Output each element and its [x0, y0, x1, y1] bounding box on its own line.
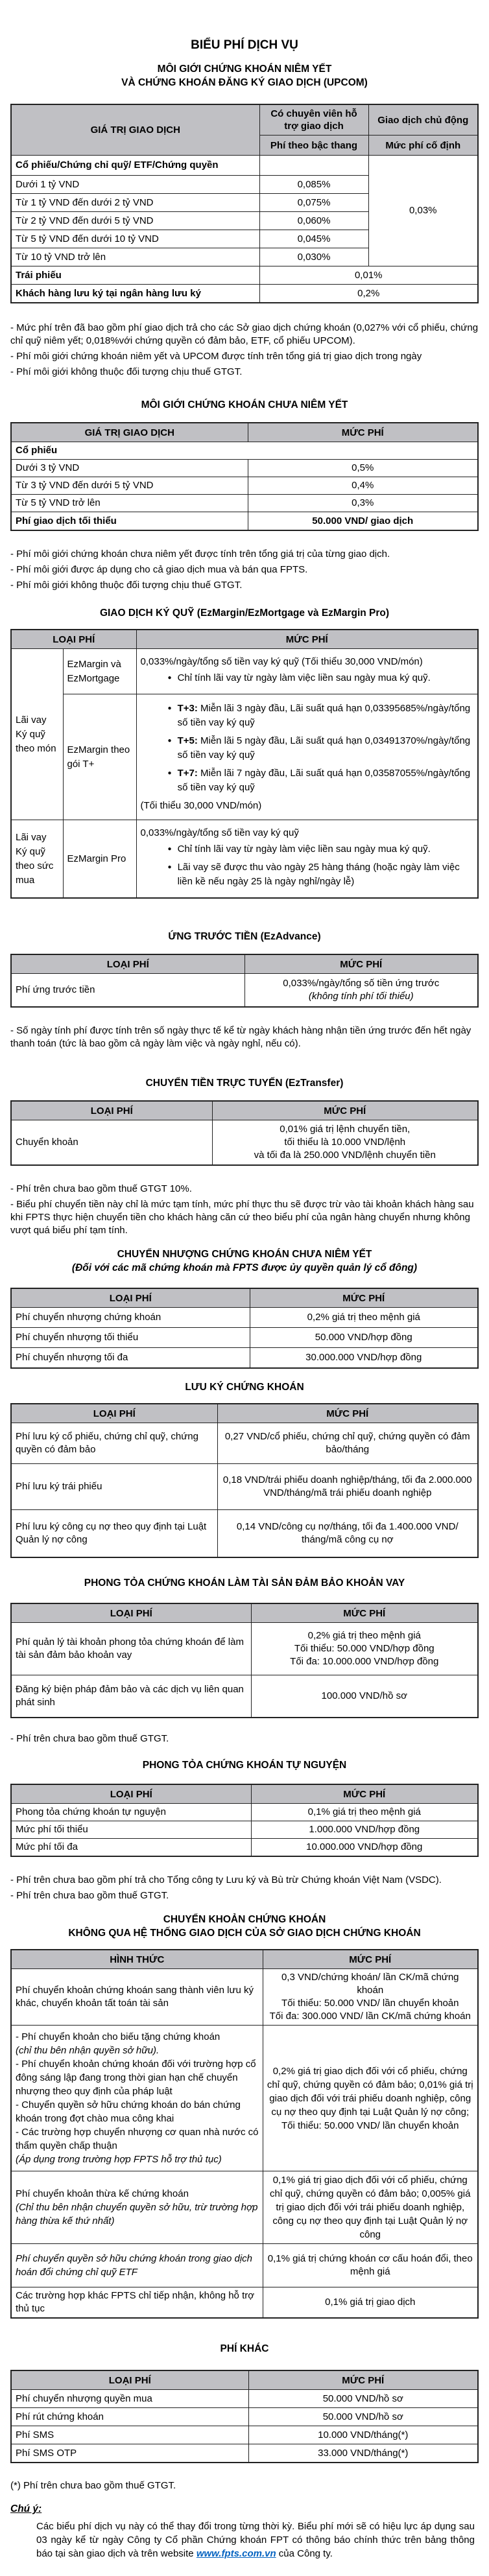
fee-type-label: Phí lưu ký công cụ nợ theo quy định tại Luật Quản lý nợ công [11, 1510, 217, 1558]
fee-value: 0,1% giá trị chứng khoán cơ cấu hoán đổi, theo mệnh giá [263, 2244, 478, 2287]
table-row [11, 1839, 478, 1857]
tier-fee: 0,075% [259, 194, 368, 212]
table-header-row [11, 2370, 478, 2390]
fee-value: 100.000 VND/hồ sơ [251, 1675, 478, 1718]
margin-group-label: Lãi vay Ký quỹ theo sức mua [11, 820, 63, 899]
fee-value: 0,1% giá trị giao dịch [263, 2287, 478, 2319]
fee-value: 33.000 VND/tháng(*) [248, 2444, 478, 2463]
empty-cell [259, 156, 368, 176]
fee-value: 50.000 VND/hợp đồng [250, 1328, 478, 1348]
unlisted-transfer-fee-table [10, 1288, 479, 1369]
fee-value: 0,18 VND/trái phiếu doanh nghiệp/tháng, tối đa 2.000.000 VND/tháng/mã trái phiếu doanh nghiệp [217, 1464, 478, 1510]
bullet-item [141, 702, 471, 730]
fee-value: 30.000.000 VND/hợp đồng [250, 1348, 478, 1369]
cash-advance-fee-table [10, 954, 479, 1008]
table-row [11, 1804, 478, 1821]
table-row [11, 2390, 478, 2408]
tier-fee: 0,060% [259, 212, 368, 230]
bullet-item [141, 842, 471, 857]
column-header-fee: MỨC PHÍ [217, 1404, 478, 1423]
table-row [11, 2287, 478, 2319]
product-label: EzMargin theo gói T+ [63, 694, 136, 820]
package-text: Miễn lãi 7 ngày đầu, Lãi suất quá hạn 0,03587055%/ngày/tổng số tiền vay ký quỹ [177, 768, 471, 793]
bullet-item [141, 671, 471, 685]
fee-note-line: (không tính phí tối thiểu) [308, 991, 414, 1002]
attention-text-after: của Công ty. [276, 2548, 333, 2559]
table-row [11, 820, 478, 899]
fee-case-line: - Phí chuyển khoản chứng khoán đối với trường hợp cổ đông sáng lập đang trong thời gian hạn chế chuyển nhượng theo quy định của pháp luật [16, 2059, 256, 2097]
fee-value: 0,1% giá trị theo mệnh giá [251, 1804, 478, 1821]
note-item: - Phí trên chưa bao gồm phí trả cho Tổng công ty Lưu ký và Bù trừ Chứng khoán Việt Nam (VSDC). [10, 1874, 442, 1885]
bullet-item [141, 860, 471, 889]
table-row [11, 694, 478, 820]
money-transfer-notes [10, 1183, 479, 1237]
tier-label: Từ 3 tỷ VND đến dưới 5 tỷ VND [11, 477, 248, 495]
bullet-item [141, 766, 471, 795]
off-exchange-transfer-fee-table [10, 1949, 479, 2319]
tier-fee: 0,4% [248, 477, 478, 495]
table-row [11, 2426, 478, 2444]
voluntary-blockade-fee-table [10, 1784, 479, 1857]
tier-fee: 0,3% [248, 495, 478, 512]
fee-line: Tối đa: 300.000 VND/ lần CK/mã chứng khoán [269, 2011, 471, 2022]
section-heading-off-exchange-transfer [10, 1913, 479, 1940]
note-item: - Số ngày tính phí được tính trên số ngày thực tế kể từ ngày khách hàng nhận tiền ứng trước đến hết ngày thanh toán (tức là bao gồm cả ngày làm việc và ngày nghỉ, nếu có). [10, 1025, 471, 1049]
category-label: Cổ phiếu/Chứng chỉ quỹ/ ETF/Chứng quyền [11, 156, 259, 176]
fee-case-line: - Các trường hợp chuyển nhượng cơ quan nhà nước có thẩm quyền chấp thuận [16, 2127, 259, 2151]
listed-brokerage-notes [10, 322, 479, 379]
column-header-fee: MỨC PHÍ [248, 423, 478, 442]
column-header-fee-type: LOẠI PHÍ [11, 2370, 248, 2390]
table-row [11, 1510, 478, 1558]
fee-type-label: Đăng ký biện pháp đảm bảo và các dịch vụ liên quan phát sinh [11, 1675, 251, 1718]
unlisted-brokerage-fee-table [10, 422, 479, 531]
table-row [11, 2026, 478, 2171]
column-header-fee: MỨC PHÍ [248, 2370, 478, 2390]
fee-line: 0,033%/ngày/tổng số tiền ứng trước [283, 978, 440, 989]
note-item: - Phí môi giới không thuộc đối tượng chịu thuế GTGT. [10, 366, 243, 377]
table-row [11, 1328, 478, 1348]
column-header-fee-type: LOẠI PHÍ [11, 1784, 251, 1804]
table-header-row [11, 1101, 478, 1120]
column-header-fee-type: LOẠI PHÍ [11, 1603, 251, 1623]
table-row [11, 1464, 478, 1510]
note-item: - Mức phí trên đã bao gồm phí giao dịch trả cho các Sở giao dịch chứng khoán (0,027% với cổ phiếu, chứng chỉ quỹ niêm yết; 0,018%với chứng quyền có đảm bảo, ETF, cổ phiếu UPCOM). [10, 322, 479, 346]
table-row [11, 974, 478, 1008]
bullet-icon: ● [167, 864, 172, 871]
tier-fee: 0,045% [259, 230, 368, 248]
column-header-fee: MỨC PHÍ [251, 1784, 478, 1804]
heading-line: VÀ CHỨNG KHOÁN ĐĂNG KÝ GIAO DỊCH (UPCOM) [121, 77, 368, 88]
note-item: (*) Phí trên chưa bao gồm thuế GTGT. [10, 2480, 176, 2491]
fee-line: và tối đa là 250.000 VND/lệnh chuyển tiền [254, 1150, 436, 1161]
note-item: - Phí trên chưa bao gồm thuế GTGT. [10, 1890, 169, 1901]
tier-label: Từ 10 tỷ VND trở lên [11, 248, 259, 266]
section-heading-depository: LƯU KÝ CHỨNG KHOÁN [185, 1382, 304, 1393]
fee-value: 1.000.000 VND/hợp đồng [251, 1821, 478, 1839]
fee-case-note: (chỉ thu bên nhận quyền sở hữu). [16, 2045, 160, 2056]
fee-type-label: Phí lưu ký cổ phiếu, chứng chỉ quỹ, chứng quyền có đảm bảo [11, 1423, 217, 1464]
fee-detail-cell [136, 649, 478, 694]
custody-bank-fee: 0,2% [259, 285, 478, 303]
section-heading-margin-trading: GIAO DỊCH KÝ QUỸ (EzMargin/EzMortgage và EzMargin Pro) [99, 608, 390, 619]
fee-detail-cell [136, 820, 478, 899]
fee-type-label: Phí chuyển nhượng chứng khoán [11, 1308, 250, 1328]
column-header-fixed-fee: Mức phí cố định [368, 136, 478, 156]
fee-value: 0,14 VND/công cụ nợ/tháng, tối đa 1.400.000 VND/ tháng/mã công cụ nợ [217, 1510, 478, 1558]
table-header-row [11, 1603, 478, 1623]
table-header-row [11, 104, 478, 136]
fee-value: 10.000 VND/tháng(*) [248, 2426, 478, 2444]
fee-line: Tối thiểu: 50.000 VND/hợp đồng [294, 1643, 435, 1654]
column-header-fee-type: LOẠI PHÍ [11, 1101, 212, 1120]
tier-fee: 0,5% [248, 460, 478, 477]
heading-line: CHUYỂN KHOẢN CHỨNG KHOÁN [163, 1914, 326, 1925]
money-transfer-fee-table [10, 1100, 479, 1166]
fee-line: Tối đa: 10.000.000 VND/hợp đồng [290, 1656, 439, 1667]
package-label: T+7: [177, 768, 198, 779]
fpts-website-link[interactable]: www.fpts.com.vn [196, 2548, 276, 2559]
note-item: - Phí môi giới chứng khoán chưa niêm yết được tính trên tổng giá trị của từng giao dịch. [10, 549, 390, 560]
column-header-fee: MỨC PHÍ [251, 1603, 478, 1623]
fee-type-cell [11, 2026, 263, 2171]
table-row [11, 1623, 478, 1675]
fee-value: 0,1% giá trị giao dịch đối với cổ phiếu, chứng chỉ quỹ, chứng quyền có đảm bảo; 0,005% giá trị giao dịch đối với trái phiếu doanh nghiệp, công cụ nợ theo quy định tại Luật Quản lý nợ công [263, 2171, 478, 2244]
section-heading-cash-advance: ỨNG TRƯỚC TIỀN (EzAdvance) [168, 931, 321, 942]
minimum-fee-line: (Tối thiểu 30,000 VND/món) [140, 800, 262, 811]
column-header-active: Giao dịch chủ động [368, 104, 478, 136]
bullet-text: Chỉ tính lãi vay từ ngày làm việc liền sau ngày mua ký quỹ. [177, 672, 431, 683]
fee-case-note: (Áp dụng trong trường hợp FPTS hỗ trợ thủ tục) [16, 2154, 222, 2165]
product-label: EzMargin và EzMortgage [63, 649, 136, 694]
fee-type-label: Phí chuyển quyền sở hữu chứng khoán trong giao dịch hoán đổi chứng chỉ quỹ ETF [11, 2244, 263, 2287]
fee-type-label: Phí SMS [11, 2426, 248, 2444]
bullet-icon: ● [167, 737, 172, 744]
package-text: Miễn lãi 3 ngày đầu, Lãi suất quá hạn 0,03395685%/ngày/tổng số tiền vay ký quỹ [177, 703, 471, 728]
fee-type-label: Phí SMS OTP [11, 2444, 248, 2463]
attention-label: Chú ý: [10, 2503, 42, 2514]
fee-value: 0,2% giá trị theo mệnh giá [250, 1308, 478, 1328]
table-row [11, 442, 478, 460]
custody-bank-label: Khách hàng lưu ký tại ngân hàng lưu ký [11, 285, 259, 303]
fee-type-label: Phí quản lý tài khoản phong tỏa chứng khoán để làm tài sản đảm bảo khoản vay [11, 1623, 251, 1675]
fee-value-cell [251, 1623, 478, 1675]
page-title: BIỂU PHÍ DỊCH VỤ [191, 38, 298, 52]
fee-value-cell [244, 974, 478, 1008]
fee-line: Tối thiểu: 50.000 VND/ lần chuyển khoản [281, 1998, 459, 2009]
note-item: - Biểu phí chuyển tiền này chỉ là mức tạm tính, mức phí thực thu sẽ được trừ vào tài khoản khách hàng sau khi FPTS thực hiện chuyển tiền cho khách hàng căn cứ theo biểu phí của ngân hàng chuyển nhưng không vượt quá biểu phí tạm tính. [10, 1199, 474, 1236]
tier-fee: 0,085% [259, 176, 368, 194]
table-row [11, 2444, 478, 2463]
column-header-fee: MỨC PHÍ [212, 1101, 478, 1120]
fee-line: tối thiểu là 10.000 VND/lệnh [284, 1137, 406, 1148]
fee-rate-line: 0,033%/ngày/tổng số tiền vay ký quỹ (Tối thiểu 30,000 VND/món) [140, 656, 423, 667]
bullet-icon: ● [167, 845, 172, 853]
column-header-fee: MỨC PHÍ [244, 954, 478, 974]
fee-line: 0,3 VND/chứng khoán/ lần CK/mã chứng khoán [281, 1972, 459, 1996]
fee-type-label: Các trường hợp khác FPTS chỉ tiếp nhận, không hỗ trợ thủ tục [11, 2287, 263, 2319]
fee-type-label: Phí chuyển nhượng tối đa [11, 1348, 250, 1369]
fee-case-line: - Chuyển quyền sở hữu chứng khoán do bán chứng khoán trong đợt chào mua công khai [16, 2099, 241, 2124]
bullet-icon: ● [167, 705, 172, 712]
tier-fee: 0,030% [259, 248, 368, 266]
column-header-fee-type: LOẠI PHÍ [11, 630, 136, 649]
fee-type-label: Phí rút chứng khoán [11, 2408, 248, 2426]
section-heading-money-transfer: CHUYỂN TIỀN TRỰC TUYẾN (EzTransfer) [145, 1078, 344, 1089]
table-row [11, 285, 478, 303]
fee-type-label: Mức phí tối đa [11, 1839, 251, 1857]
table-row [11, 495, 478, 512]
heading-line: CHUYỂN NHƯỢNG CHỨNG KHOÁN CHƯA NIÊM YẾT [117, 1249, 372, 1260]
note-item: - Phí môi giới không thuộc đối tượng chịu thuế GTGT. [10, 580, 243, 591]
table-header-row [11, 630, 478, 649]
fee-case-line: - Phí chuyển khoản cho biếu tặng chứng khoán [16, 2031, 221, 2042]
table-row [11, 1969, 478, 2026]
margin-group-label: Lãi vay Ký quỹ theo món [11, 649, 63, 820]
fee-rate-line: 0,033%/ngày/tổng số tiền vay ký quỹ [140, 827, 299, 838]
fee-line: 0,2% giá trị theo mệnh giá [307, 1630, 421, 1641]
fee-type-label: Phí chuyển khoản chứng khoán sang thành viên lưu ký khác, chuyển khoản tất toán tài sản [11, 1969, 263, 2026]
loan-collateral-notes [10, 1732, 479, 1745]
bullet-text [178, 702, 471, 730]
table-row [11, 1120, 478, 1166]
table-header-row [11, 1950, 478, 1969]
bullet-text: Lãi vay sẽ được thu vào ngày 25 hàng tháng (hoặc ngày làm việc liền kề nếu ngày 25 là ngày nghỉ/ngày lễ) [177, 862, 460, 887]
table-row [11, 477, 478, 495]
table-row [11, 2244, 478, 2287]
tier-label: Từ 5 tỷ VND đến dưới 10 tỷ VND [11, 230, 259, 248]
tier-label: Dưới 3 tỷ VND [11, 460, 248, 477]
column-header-transaction-value: GIÁ TRỊ GIAO DỊCH [11, 104, 259, 156]
fee-value: 10.000.000 VND/hợp đồng [251, 1839, 478, 1857]
fee-value: 50.000 VND/hồ sơ [248, 2390, 478, 2408]
bullet-icon: ● [167, 770, 172, 777]
unlisted-brokerage-notes [10, 548, 479, 592]
bullet-item [141, 734, 471, 762]
fee-type-label: Phí chuyển nhượng tối thiểu [11, 1328, 250, 1348]
fee-type-label: Phí ứng trước tiền [11, 974, 244, 1008]
table-header-row [11, 1404, 478, 1423]
column-header-fee-type: LOẠI PHÍ [11, 954, 244, 974]
fee-type-label: Mức phí tối thiểu [11, 1821, 251, 1839]
depository-fee-table [10, 1403, 479, 1558]
table-row [11, 1348, 478, 1369]
tier-label: Từ 5 tỷ VND trở lên [11, 495, 248, 512]
fee-case-line: Phí chuyển khoản thừa kế chứng khoán [16, 2188, 189, 2199]
fee-type-label: Phí lưu ký trái phiếu [11, 1464, 217, 1510]
fee-value: 50.000 VND/hồ sơ [248, 2408, 478, 2426]
table-header-row [11, 954, 478, 974]
note-item: - Phí trên chưa bao gồm thuế GTGT 10%. [10, 1183, 192, 1194]
table-row [11, 1675, 478, 1718]
table-row [11, 156, 478, 176]
column-header-fee-type: LOẠI PHÍ [11, 1288, 250, 1308]
column-header-form: HÌNH THỨC [11, 1950, 263, 1969]
bullet-text [178, 766, 471, 795]
table-header-row [11, 1288, 478, 1308]
cash-advance-notes [10, 1024, 479, 1050]
section-heading-loan-collateral-blockade: PHONG TỎA CHỨNG KHOÁN LÀM TÀI SẢN ĐẢM BẢO KHOẢN VAY [84, 1578, 405, 1589]
category-label: Cổ phiếu [11, 442, 478, 460]
table-row [11, 266, 478, 285]
table-header-row [11, 1784, 478, 1804]
heading-subtitle: (Đối với các mã chứng khoán mà FPTS được ủy quyền quản lý cổ đông) [71, 1262, 418, 1273]
minimum-fee-value: 50.000 VND/ giao dịch [248, 512, 478, 531]
section-heading-listed-brokerage [10, 62, 479, 89]
column-header-transaction-value: GIÁ TRỊ GIAO DỊCH [11, 423, 248, 442]
table-row [11, 512, 478, 531]
table-row [11, 2171, 478, 2244]
fee-value: 0,27 VND/cổ phiếu, chứng chỉ quỹ, chứng quyền có đảm bảo/tháng [217, 1423, 478, 1464]
column-header-fee: MỨC PHÍ [263, 1950, 478, 1969]
bond-label: Trái phiếu [11, 266, 259, 285]
other-fees-notes [10, 2479, 479, 2492]
column-header-fee: MỨC PHÍ [250, 1288, 478, 1308]
table-row [11, 1821, 478, 1839]
column-header-fee: MỨC PHÍ [136, 630, 478, 649]
margin-trading-fee-table [10, 629, 479, 899]
table-row [11, 460, 478, 477]
fee-value: 0,2% giá trị giao dịch đối với cổ phiếu, chứng chỉ quỹ, chứng quyền có đảm bảo; 0,01% giá trị giao dịch đối với trái phiếu doanh nghiệp, công cụ nợ theo quy định tại Luật Quản lý nợ công; Tối thiểu: 50.000 VND/ lần chuyển khoản [263, 2026, 478, 2171]
tier-label: Từ 2 tỷ VND đến dưới 5 tỷ VND [11, 212, 259, 230]
note-item: - Phí môi giới được áp dụng cho cả giao dịch mua và bán qua FPTS. [10, 564, 308, 575]
bullet-text [178, 734, 471, 762]
tier-label: Từ 1 tỷ VND đến dưới 2 tỷ VND [11, 194, 259, 212]
package-text: Miễn lãi 5 ngày đầu, Lãi suất quá hạn 0,03491370%/ngày/tổng số tiền vay ký quỹ [177, 735, 471, 761]
fee-detail-cell [136, 694, 478, 820]
heading-line: KHÔNG QUA HỆ THỐNG GIAO DỊCH CỦA SỞ GIAO DỊCH CHỨNG KHOÁN [68, 1928, 421, 1939]
minimum-fee-label: Phí giao dịch tối thiểu [11, 512, 248, 531]
section-heading-other-fees: PHÍ KHÁC [220, 2343, 269, 2354]
product-label: EzMargin Pro [63, 820, 136, 899]
column-header-fee-type: LOẠI PHÍ [11, 1404, 217, 1423]
bullet-icon: ● [167, 674, 172, 681]
tier-label: Dưới 1 tỷ VND [11, 176, 259, 194]
fee-line: 0,01% giá trị lệnh chuyển tiền, [280, 1124, 411, 1135]
section-heading-unlisted-transfer [10, 1247, 479, 1275]
fee-type-label: Phong tỏa chứng khoán tự nguyện [11, 1804, 251, 1821]
fixed-fee-value: 0,03% [368, 156, 478, 266]
fee-value-cell [212, 1120, 478, 1166]
fee-value-cell [263, 1969, 478, 2026]
table-row [11, 1308, 478, 1328]
table-row [11, 1423, 478, 1464]
section-heading-voluntary-blockade: PHONG TỎA CHỨNG KHOÁN TỰ NGUYỆN [142, 1760, 347, 1771]
package-label: T+5: [177, 735, 198, 746]
heading-line: MÔI GIỚI CHỨNG KHOÁN NIÊM YẾT [157, 64, 332, 75]
fee-case-note: (Chỉ thu bên nhận chuyển quyền sở hữu, trừ trường hợp hàng thừa kế thứ nhất) [16, 2202, 258, 2227]
table-row [11, 649, 478, 694]
column-header-tiered-fee: Phí theo bậc thang [259, 136, 368, 156]
fee-type-label: Chuyển khoản [11, 1120, 212, 1166]
fee-type-cell [11, 2171, 263, 2244]
other-fees-table [10, 2370, 479, 2463]
section-heading-unlisted-brokerage: MÔI GIỚI CHỨNG KHOÁN CHƯA NIÊM YẾT [141, 399, 348, 410]
note-item: - Phí môi giới chứng khoán niêm yết và UPCOM được tính trên tổng giá trị giao dịch trong ngày [10, 351, 422, 362]
column-header-assisted: Có chuyên viên hỗ trợ giao dịch [259, 104, 368, 136]
attention-text-before: Các biểu phí dịch vụ này có thể thay đổi trong từng thời kỳ. Biểu phí mới sẽ có hiệu lực áp dụng sau 03 ngày kể từ ngày Công ty Cổ phần Chứng khoán FPT có thông báo chính thức trên bảng thông báo tại sàn giao dịch và trên website [36, 2521, 475, 2559]
package-label: T+3: [177, 703, 198, 714]
listed-brokerage-fee-table [10, 104, 479, 303]
table-header-row [11, 423, 478, 442]
table-row [11, 2408, 478, 2426]
loan-collateral-fee-table [10, 1603, 479, 1718]
fee-type-label: Phí chuyển nhượng quyền mua [11, 2390, 248, 2408]
bullet-text: Chỉ tính lãi vay từ ngày làm việc liền sau ngày mua ký quỹ. [177, 844, 431, 855]
voluntary-blockade-notes [10, 1874, 479, 1902]
attention-paragraph [10, 2520, 479, 2560]
note-item: - Phí trên chưa bao gồm thuế GTGT. [10, 1733, 169, 1744]
bond-fee: 0,01% [259, 266, 478, 285]
